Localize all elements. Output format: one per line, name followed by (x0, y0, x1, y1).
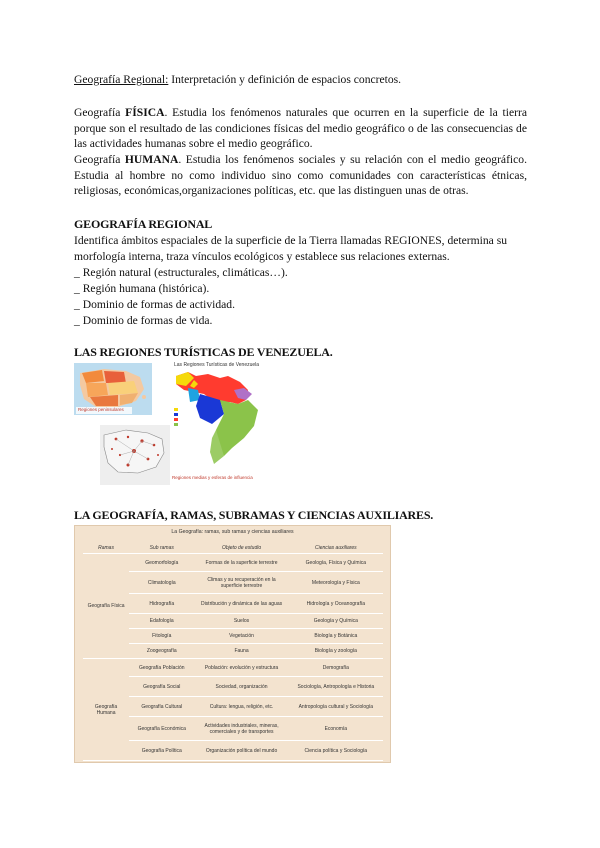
ramas-heading: LA GEOGRAFÍA, RAMAS, SUBRAMAS Y CIENCIAS AUXILIARES. (74, 508, 434, 522)
table-cell: Edafología (129, 614, 194, 629)
regional-item: _ Dominio de formas de vida. (74, 314, 213, 327)
table-cell: Geografía Población (129, 659, 194, 677)
table-cell: Meteorología y Física (289, 572, 383, 594)
regional-text: Identifica ámbitos espaciales de la superficie de la Tierra llamadas REGIONES, determina su morfología interna, traza vínculos ecológicos y establece sus relaciones externas. (74, 234, 508, 263)
regiones-heading: LAS REGIONES TURÍSTICAS DE VENEZUELA. (74, 345, 333, 359)
map1-caption: Regiones peninsulares (78, 407, 124, 412)
regional-item: _ Región natural (estructurales, climáticas…). (74, 266, 288, 279)
table-cell: Antropología cultural y Sociología (289, 697, 383, 717)
table-cell: Geomorfología (129, 554, 194, 572)
humana-prefix: Geografía (74, 153, 125, 166)
table-header: Sub ramas (129, 542, 194, 554)
table-cell: Geología y Química (289, 614, 383, 629)
table-cell: Climatología (129, 572, 194, 594)
table-cell: Formas de la superficie terrestre (194, 554, 288, 572)
spain-cities-map (100, 425, 253, 485)
table-cell: Distribución y dinámica de las aguas (194, 594, 288, 614)
humana-term: HUMANA (124, 153, 179, 166)
table-cell: Geología, Física y Química (289, 554, 383, 572)
table-cell: Organización política del mundo (194, 741, 288, 761)
table-cell: Demografía (289, 659, 383, 677)
ramas-table (74, 525, 391, 763)
table-cell: Ciencia política y Sociología (289, 741, 383, 761)
table-cell: Economía (289, 717, 383, 741)
map2-title: Las Regiones Turísticas de Venezuela (174, 362, 260, 368)
regional-item: _ Región humana (histórica). (74, 282, 210, 295)
table-cell: Biología y Botánica (289, 629, 383, 644)
table-title: La Geografía: ramas, sub ramas y ciencias auxiliares (171, 529, 294, 535)
table-cell: Sociología, Antropología e Historia (289, 677, 383, 697)
table-cell: Actividades industriales, mineras, comerciales y de transportes (194, 717, 288, 741)
fisica-prefix: Geografía (74, 106, 126, 119)
table-cell: Hidrografía (129, 594, 194, 614)
table-cell: Fauna (194, 644, 288, 659)
table-cell: Geografía Cultural (129, 697, 194, 717)
rama-cell: Geografía Física (83, 554, 129, 659)
spain-regions-map (74, 363, 152, 415)
table-cell: Suelos (194, 614, 288, 629)
intro-label: Geografía Regional: (74, 73, 169, 86)
table-header: Ciencias auxiliares (289, 542, 383, 554)
table-cell: Climas y su recuperación en la superficie terrestre (194, 572, 288, 594)
table-cell: Geografía Social (129, 677, 194, 697)
table-cell: Biología y zoología (289, 644, 383, 659)
table-header: Objeto de estudio (194, 542, 288, 554)
table-cell: Hidrología y Oceanografía (289, 594, 383, 614)
fisica-term: FÍSICA (125, 106, 165, 119)
fisica-paragraph (74, 105, 527, 152)
table-header: Ramas (83, 542, 129, 554)
fisica-text: . Estudia los fenómenos naturales que ocurren en la superficie de la tierra porque son el resultado de las condiciones físicas del medio geográfico o de las consecuencias de las actividades humanas sobre el medio geográfico. (74, 106, 527, 151)
table-cell: Sociedad, organización (194, 677, 288, 697)
regional-heading: GEOGRAFÍA REGIONAL (74, 217, 213, 231)
map3-caption: Regiones medias y esferas de influencia (172, 475, 253, 480)
table-cell: Geografía Económica (129, 717, 194, 741)
table-row (83, 659, 383, 677)
table-cell: Cultura: lengua, religión, etc. (194, 697, 288, 717)
table-cell: Geografía Política (129, 741, 194, 761)
table-cell: Zoogeografía (129, 644, 194, 659)
classification-table (83, 542, 383, 761)
venezuela-regions-map (168, 360, 268, 475)
rama-cell: Geografía Humana (83, 659, 129, 761)
table-cell: Vegetación (194, 629, 288, 644)
intro-text: Interpretación y definición de espacios concretos. (168, 73, 402, 86)
table-cell: Fitología (129, 629, 194, 644)
humana-text: . Estudia los fenómenos sociales y su relación con el medio geográfico. Estudia al hombre no como individuo sino como comunidades con características étnicas, religiosas, económicas,organizaciones políticas, etc. que las distinguen unas de otras. (74, 153, 527, 198)
table-cell: Población: evolución y estructura (194, 659, 288, 677)
intro-line (74, 72, 534, 88)
humana-paragraph (74, 152, 527, 199)
regional-item: _ Dominio de formas de actividad. (74, 298, 235, 311)
table-row (83, 554, 383, 572)
